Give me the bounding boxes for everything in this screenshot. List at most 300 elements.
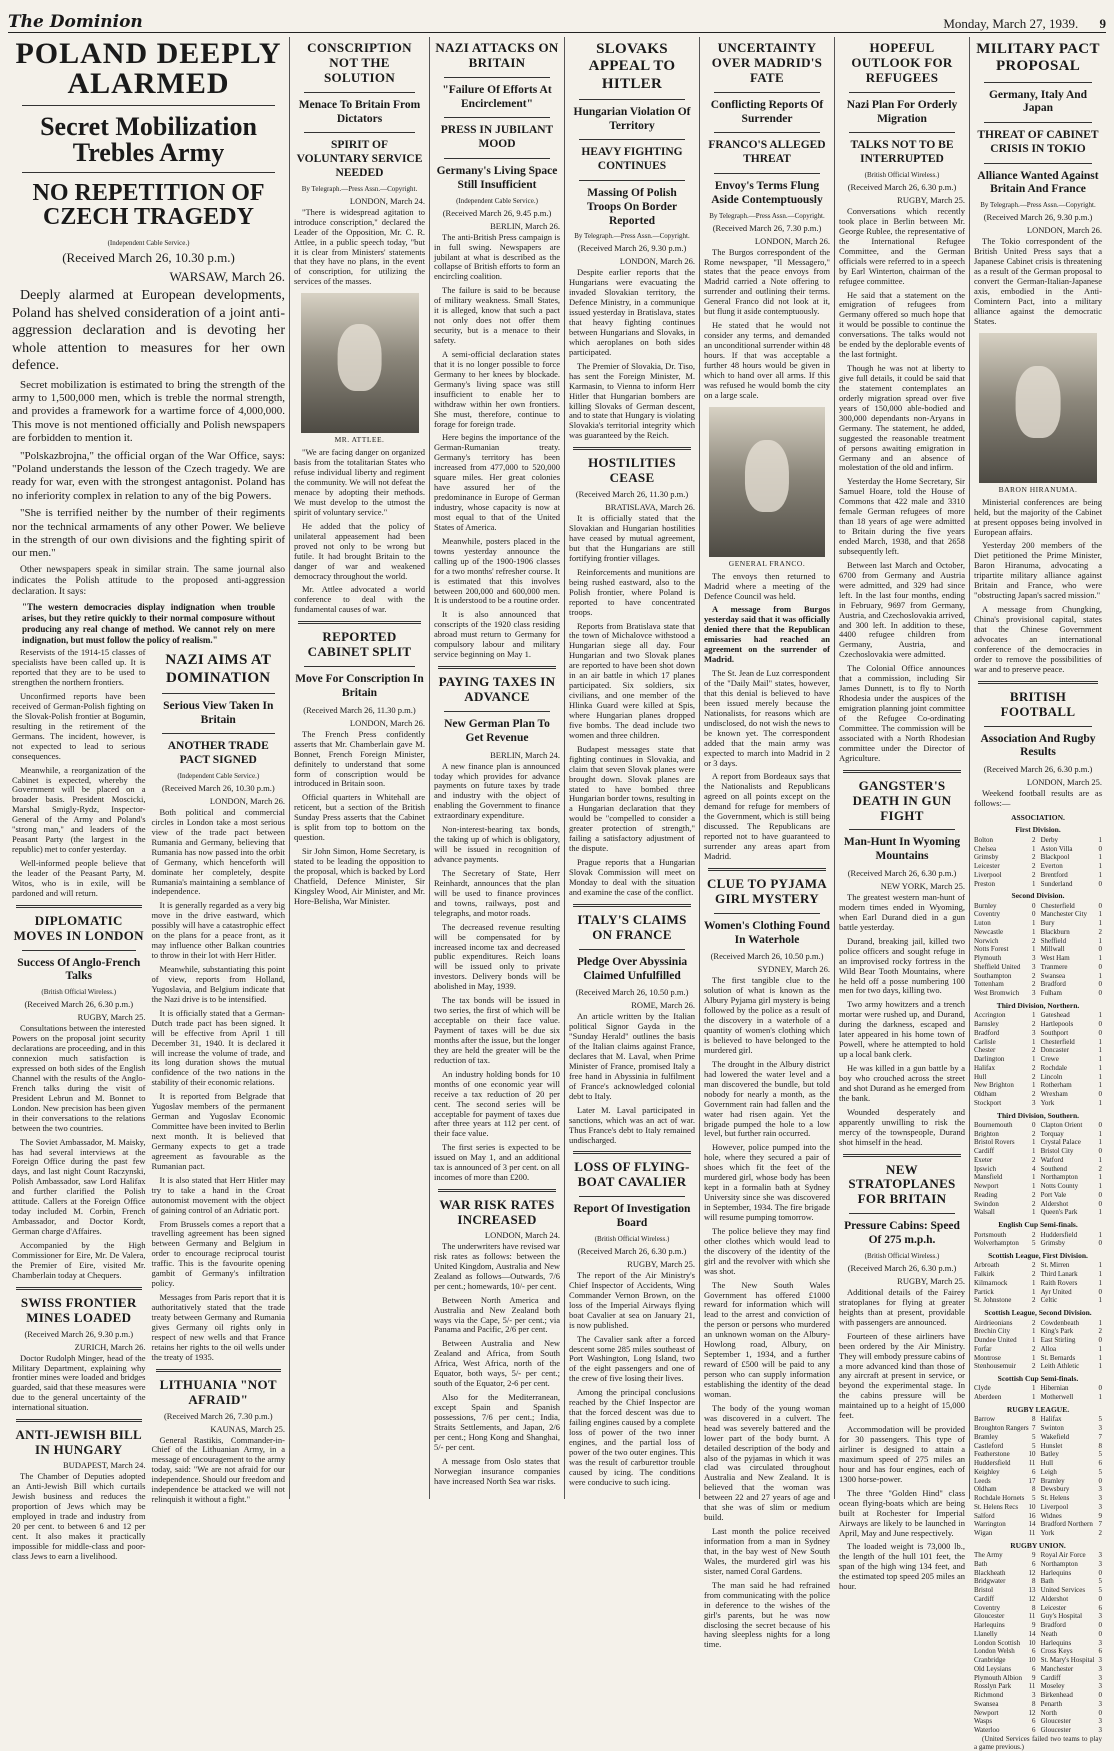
article-nazi-attacks bbox=[434, 41, 560, 660]
result-row bbox=[974, 880, 1102, 889]
away-result: Northampton bbox=[1040, 1559, 1078, 1568]
away-score: 1 bbox=[1098, 1296, 1102, 1305]
away-score: 1 bbox=[1098, 1072, 1102, 1081]
result-row bbox=[974, 1612, 1102, 1621]
away-score: 1 bbox=[1098, 1055, 1102, 1063]
away-result: Harlequins bbox=[1040, 1568, 1072, 1577]
paragraph: Conversations which recently took place in Berlin between Mr. George Rublee, the representative of the International Refugee Committee, and the German officials were referred to in a speech by Earl Winterton, chairman of the refugee committee. bbox=[839, 206, 965, 286]
result-row bbox=[974, 1560, 1102, 1569]
result-row bbox=[974, 1046, 1102, 1055]
away-score: 2 bbox=[1098, 1327, 1102, 1336]
received-line: (Received March 26, 6.30 p.m.) bbox=[847, 182, 957, 192]
division-title: Scottish Cup Semi-finals. bbox=[997, 1374, 1079, 1383]
home-score: 1 bbox=[1031, 1138, 1036, 1147]
away-score: 0 bbox=[1098, 1199, 1102, 1208]
home-result: St. Johnstone bbox=[974, 1296, 1012, 1305]
dateline: BRATISLAVA, March 26. bbox=[605, 502, 695, 513]
result-row bbox=[974, 1494, 1102, 1503]
subheadline: Alliance Wanted Against Britain And France bbox=[977, 169, 1099, 196]
away-result: York bbox=[1040, 1529, 1055, 1537]
away-score: 7 bbox=[1098, 1520, 1102, 1529]
result-row bbox=[974, 871, 1102, 880]
home-score: 16 bbox=[1028, 1511, 1036, 1520]
result-row bbox=[974, 1231, 1102, 1240]
away-result: West Ham bbox=[1040, 954, 1070, 963]
away-result: St. Mirren bbox=[1040, 1261, 1070, 1270]
away-score: 0 bbox=[1098, 1568, 1102, 1577]
home-result: Montrose bbox=[974, 1353, 1001, 1362]
credit: (British Official Wireless.) bbox=[41, 988, 117, 997]
result-row bbox=[974, 1156, 1102, 1165]
home-score: 9 bbox=[1031, 1621, 1036, 1630]
away-result: Brentford bbox=[1040, 870, 1068, 879]
paragraph: "We are facing danger on organized basis from the totalitarian States who refuse individual liberty and regiment the community. We will not defeat the menace by adopting their methods. We must develop to the utmost the spirit of voluntary service." bbox=[294, 447, 425, 517]
home-score: 6 bbox=[1031, 1664, 1036, 1673]
paragraph: A report from Bordeaux says that the Nationalists and Republicans agreed on all points except on the demand for refuge for members of the Government, which is still being discussed. The Republicans are reported not to have guaranteed to surrender any areas apart from Madrid. bbox=[704, 771, 830, 861]
paragraph: The tax bonds will be issued in two series, the first of which will be acceptable on their face value. Payment of taxes will be due six months after the issue, but the longer they are held the greater will be the reduction of tax. bbox=[434, 995, 560, 1065]
home-result: Featherstone bbox=[974, 1450, 1010, 1459]
dateline: LONDON, March 24. bbox=[484, 1229, 560, 1240]
dateline: KAUNAS, March 25. bbox=[210, 1423, 285, 1434]
result-row bbox=[974, 1029, 1102, 1038]
column-1 bbox=[8, 37, 290, 1561]
home-result: Sheffield United bbox=[974, 962, 1021, 971]
home-result: Falkirk bbox=[974, 1270, 995, 1279]
article-italy-claims bbox=[569, 913, 695, 1146]
result-row bbox=[974, 1182, 1102, 1191]
away-result: Leicester bbox=[1040, 1603, 1067, 1612]
home-score: 2 bbox=[1031, 1155, 1036, 1164]
result-row bbox=[974, 1639, 1102, 1648]
result-row bbox=[974, 928, 1102, 937]
away-result: Watford bbox=[1040, 1155, 1064, 1164]
section-label: ASSOCIATION. bbox=[1011, 813, 1065, 822]
away-result: Torquay bbox=[1040, 1129, 1064, 1138]
home-score: 1 bbox=[1031, 1353, 1036, 1362]
paragraph: He said that a statement on the emigration of refugees from Germany offered so much hope that it would be possible to continue the conversations. The talks would not be ended by the deplorable events of the last fortnight. bbox=[839, 289, 965, 360]
received-line: (Received March 26, 9.30 p.m.) bbox=[983, 212, 1093, 223]
away-result: Lincoln bbox=[1040, 1072, 1063, 1081]
home-score: 2 bbox=[1031, 862, 1036, 870]
paragraph: The French Press confidently asserts that Mr. Chamberlain gave M. Bonnet, French Foreign Minister, definitely to understand that some form of conscription would be introduced in Britain soon. bbox=[294, 728, 425, 789]
home-score: 2 bbox=[1031, 980, 1036, 989]
home-result: Llanelly bbox=[974, 1629, 998, 1638]
home-score: 8 bbox=[1031, 1603, 1036, 1612]
credit: (British Official Wireless.) bbox=[594, 1234, 670, 1243]
headline: BRITISH FOOTBALL bbox=[1000, 688, 1076, 719]
home-result: Wasps bbox=[974, 1717, 993, 1726]
paragraph: Between North America and Australia and New Zealand both ways via the Cape, 5/- per cent.; via Panama and Pacific, 2/6 per cent. bbox=[434, 1294, 560, 1335]
result-row bbox=[974, 1477, 1102, 1486]
dateline: BERLIN, March 24. bbox=[490, 749, 560, 760]
paragraph: Last month the police received information from a man in Sydney that, in the bay west of New South Wales, the murdered girl was his sister, named Coral Gardens. bbox=[704, 1526, 830, 1576]
home-result: Luton bbox=[974, 919, 991, 928]
away-score: 3 bbox=[1098, 1424, 1102, 1432]
away-score: 0 bbox=[1098, 1028, 1102, 1037]
away-score: 0 bbox=[1098, 1147, 1102, 1156]
home-score: 5 bbox=[1031, 1441, 1036, 1450]
column-2 bbox=[290, 37, 430, 1499]
paragraph: The first tangible clue to the solution of what is known as the Albury Pyjama girl mystery is being followed by the police as a result of the discovery in a waterhole of a quantity of women's clothing which is believed to have belonged to the murdered girl. bbox=[704, 975, 830, 1055]
away-score: 3 bbox=[1098, 1682, 1102, 1691]
home-score: 10 bbox=[1028, 1450, 1036, 1459]
home-score: 6 bbox=[1031, 1726, 1036, 1735]
home-result: Leicester bbox=[974, 862, 1000, 870]
section-label: RUGBY LEAGUE. bbox=[1006, 1404, 1070, 1414]
away-result: Raith Rovers bbox=[1040, 1278, 1078, 1287]
away-score: 1 bbox=[1098, 1393, 1102, 1402]
result-row bbox=[974, 836, 1102, 845]
home-result: Bridgwater bbox=[974, 1577, 1006, 1586]
paragraph: A message from Oslo states that Norwegian insurance companies have increased North Sea war risks. bbox=[434, 1455, 560, 1486]
away-score: 0 bbox=[1098, 1239, 1102, 1248]
away-score: 3 bbox=[1098, 1502, 1102, 1511]
away-result: Guy's Hospital bbox=[1040, 1612, 1083, 1621]
received-line: (Received March 26, 6.30 p.m.) bbox=[577, 1245, 687, 1256]
away-score: 1 bbox=[1098, 1129, 1102, 1138]
credit: By Telegraph.—Press Assn.—Copyright. bbox=[574, 232, 690, 241]
home-result: Broughton Rangers bbox=[974, 1424, 1029, 1432]
subheadline: Serious View Taken In Britain bbox=[163, 699, 274, 726]
received-line: (Received March 26, 11.30 p.m.) bbox=[303, 704, 416, 715]
away-score: 3 bbox=[1098, 1726, 1102, 1735]
away-score: 0 bbox=[1098, 901, 1102, 910]
away-score: 3 bbox=[1098, 1551, 1102, 1560]
away-result: Penarth bbox=[1040, 1699, 1062, 1708]
home-result: Aberdeen bbox=[974, 1393, 1002, 1402]
result-row bbox=[974, 1726, 1102, 1735]
away-score: 3 bbox=[1098, 1664, 1102, 1673]
home-score: 1 bbox=[1031, 927, 1036, 936]
home-result: Bath bbox=[974, 1559, 988, 1568]
paragraph: The Cavalier sank after a forced descent some 285 miles southeast of Port Washington, Long Island, two of the eight passengers and one of the crew of five losing their lives. bbox=[569, 1333, 695, 1384]
home-score: 3 bbox=[1031, 962, 1036, 971]
paragraph: Deeply alarmed at European developments, Poland has shelved consideration of a joint anti-aggression declaration and is devoting her whole attention to measures for her own defence. bbox=[12, 288, 285, 373]
home-score: 3 bbox=[1031, 989, 1036, 998]
paragraph: The Secretary of State, Herr Reinhardt, announces that the plan will be used to finance provinces and towns, railways, post and telegraphs, and motor roads. bbox=[434, 867, 560, 918]
away-score: 1 bbox=[1098, 862, 1102, 870]
paragraph: Both political and commercial circles in London take a most serious view of the trade pact between Rumania and Germany, believing that Rumania has now passed into the orbit of Germany, which henceforth will dominate her completely, despite Rumania's maintaining a semblance of independence. bbox=[151, 806, 285, 897]
home-score: 2 bbox=[1031, 936, 1036, 945]
away-result: Aldershot bbox=[1040, 1199, 1069, 1208]
home-result: Stockport bbox=[974, 1098, 1002, 1107]
away-result: Bath bbox=[1040, 1577, 1054, 1586]
paragraph: A semi-official declaration states that it is no longer possible to force Germany to her knees by blockade. Germany's living space was still insufficient to enable her to withdraw within her own frontiers. She must, therefore, continue to forage for foreign trade. bbox=[434, 348, 560, 429]
home-result: Salford bbox=[974, 1511, 995, 1520]
away-result: Sunderland bbox=[1040, 879, 1073, 888]
home-score: 11 bbox=[1028, 1682, 1036, 1691]
subheadline: SPIRIT OF VOLUNTARY SERVICE NEEDED bbox=[296, 139, 423, 179]
subheadline: TALKS NOT TO BE INTERRUPTED bbox=[850, 139, 954, 166]
photo-caption: MR. ATTLEE. bbox=[334, 435, 385, 445]
away-score: 3 bbox=[1098, 1485, 1102, 1494]
paragraph: A message from Chungking, China's provisional capital, states that the Chinese Government advocates an international conference of the democracies in order to remove the possibilities of war and to preserve peace. bbox=[974, 604, 1102, 674]
away-score: 1 bbox=[1098, 1318, 1102, 1327]
result-row bbox=[974, 1442, 1102, 1451]
result-row bbox=[974, 862, 1102, 871]
result-row bbox=[974, 1362, 1102, 1371]
paragraph: Also for the Mediterranean, except Spain and Spanish possessions, 7/6 per cent.; India, Straits Settlements, and Japan, 2/6 per cent.; Hong Kong and Shanghai, 5/- per cent. bbox=[434, 1392, 560, 1452]
home-score: 1 bbox=[1031, 1182, 1036, 1191]
paragraph: General Rastikis, Commander-in-Chief of the Lithuanian Army, in a message of encouragement to the army today, said: "We are not afraid for our independence. Should our freedom and independence be attacked we will not relinquish it without a fight." bbox=[151, 1434, 285, 1505]
away-result: Queen's Park bbox=[1040, 1208, 1078, 1217]
result-row bbox=[974, 1011, 1102, 1020]
home-score: 8 bbox=[1031, 1699, 1036, 1708]
home-score: 2 bbox=[1031, 1190, 1036, 1199]
home-score: 4 bbox=[1031, 1164, 1036, 1173]
column-4 bbox=[565, 37, 700, 1499]
away-score: 5 bbox=[1098, 1415, 1102, 1424]
credit: (British Official Wireless.) bbox=[864, 171, 940, 179]
headline: DIPLOMATIC MOVES IN LONDON bbox=[13, 912, 144, 943]
result-row bbox=[974, 1665, 1102, 1674]
home-result: Darlington bbox=[974, 1055, 1005, 1063]
paragraph: Additional details of the Fairey stratoplanes for flying at greater heights than at present, providable with passengers are announced. bbox=[839, 1286, 965, 1327]
away-score: 9 bbox=[1098, 1511, 1102, 1520]
home-score: 8 bbox=[1031, 1577, 1036, 1586]
away-result: Bradford Northern bbox=[1040, 1520, 1093, 1529]
headline: NEW STRATOPLANES FOR BRITAIN bbox=[848, 1161, 956, 1207]
home-score: 2 bbox=[1031, 1261, 1036, 1270]
away-result: Leith Athletic bbox=[1040, 1362, 1080, 1371]
paragraph: "There is widespread agitation to introduce conscription," declared the Leader of the Opposition, Mr. C. R. Attlee, in a public speech today, "but it is clear from Ministers' statements that they have no plans, in the event of conscription, for utilizing the services of the masses. bbox=[294, 206, 425, 287]
away-result: Aston Villa bbox=[1040, 844, 1073, 853]
paragraph: Later M. Laval participated in sanctions, which was an act of war. Thus France's debt to Italy remained undischarged. bbox=[569, 1104, 695, 1145]
division-title: Second Division. bbox=[1011, 891, 1065, 901]
headline: WAR RISK RATES INCREASED bbox=[439, 1197, 555, 1227]
home-score: 10 bbox=[1028, 1502, 1036, 1511]
home-result: The Army bbox=[974, 1551, 1003, 1560]
result-row bbox=[974, 1709, 1102, 1718]
paragraph: "Polskazbrojna," the official organ of the War Office, says: "Poland understands the lesson of the Czech tragedy. We are ready for war, even with the strongest antagonist. Poland has no inferiority complex in relation to any of the big Powers. bbox=[12, 449, 285, 502]
away-result: Hunslet bbox=[1040, 1441, 1063, 1450]
paragraph: Accommodation will be provided for 30 passengers. This type of airliner is designed to attain a maximum speed of 275 miles an hour and has four engines, each of 1300 horse-power. bbox=[839, 1424, 965, 1484]
home-result: Bristol Rovers bbox=[974, 1138, 1015, 1147]
paragraph: Non-interest-bearing tax bonds, the taking up of which is obligatory, will be issued in recognition of advance payments. bbox=[434, 824, 560, 864]
result-row bbox=[974, 1261, 1102, 1270]
headline: NAZI AIMS AT DOMINATION bbox=[165, 652, 272, 686]
away-result: Batley bbox=[1040, 1450, 1059, 1459]
away-result: Cardiff bbox=[1040, 1673, 1061, 1682]
result-row bbox=[974, 1327, 1102, 1336]
away-result: Wakefield bbox=[1040, 1432, 1070, 1441]
away-score: 6 bbox=[1098, 1647, 1102, 1656]
home-result: Warrington bbox=[974, 1520, 1006, 1529]
paragraph: Reservists of the 1914-15 classes of specialists have been called up. It is reported that they are to be used to strengthen the northern frontiers. bbox=[12, 647, 146, 688]
article-lithuania bbox=[152, 1378, 286, 1505]
away-result: St. Bernards bbox=[1040, 1353, 1076, 1362]
result-row bbox=[974, 937, 1102, 946]
away-result: Celtic bbox=[1040, 1296, 1058, 1305]
subheadline: Report Of Investigation Board bbox=[573, 1203, 691, 1230]
home-score: 2 bbox=[1031, 1344, 1036, 1353]
paragraph: It is also announced that conscripts of the 1920 class residing abroad must return to Germany for compulsory labour and military service beginning on May 1. bbox=[434, 609, 560, 660]
article-flying-boat bbox=[569, 1160, 695, 1487]
article-gangster bbox=[839, 779, 965, 1148]
away-score: 0 bbox=[1098, 1384, 1102, 1393]
away-result: East Stirling bbox=[1040, 1336, 1076, 1344]
result-row bbox=[974, 902, 1102, 911]
home-score: 1 bbox=[1031, 1147, 1036, 1156]
footnote: (United Services failed two teams to play a game previous.) bbox=[974, 1734, 1102, 1751]
subheadline: ANOTHER TRADE PACT SIGNED bbox=[167, 740, 269, 767]
credit: (British Official Wireless.) bbox=[864, 1251, 940, 1260]
paragraph: The St. Jean de Luz correspondent of the "Daily Mail" states, however, that this denial is believed to have been issued merely because the Nationalists, for reasons which are undisclosed, do not wish the news to be known yet. The correspondent added that the main army was expected to march into Madrid in 2 or 3 days. bbox=[704, 668, 830, 768]
home-result: Swindon bbox=[974, 1199, 999, 1208]
result-row bbox=[974, 919, 1102, 928]
away-score: 0 bbox=[1098, 1287, 1102, 1296]
away-result: Rotherham bbox=[1040, 1081, 1072, 1090]
article-nazi-domination bbox=[152, 652, 286, 1362]
paragraph: The Premier of Slovakia, Dr. Tiso, has sent the Foreign Minister, M. Karmasin, to Vienna to inform Herr Hitler that Hungarian bombers are killing Slovaks of German descent, and to state that Hungary is violating Slovakia's territorial integrity which was guaranteed by the Reich. bbox=[569, 360, 695, 441]
home-result: Cardiff bbox=[974, 1594, 995, 1603]
home-result: Kilmarnock bbox=[974, 1278, 1008, 1287]
dateline: BUDAPEST, March 24. bbox=[63, 1460, 146, 1471]
result-row bbox=[974, 1081, 1102, 1090]
away-score: 5 bbox=[1098, 1467, 1102, 1476]
home-result: Southampton bbox=[974, 971, 1012, 980]
home-score: 2 bbox=[1031, 1199, 1036, 1208]
result-row bbox=[974, 1529, 1102, 1538]
result-row bbox=[974, 1319, 1102, 1328]
article-madrid bbox=[704, 41, 830, 862]
result-row bbox=[974, 945, 1102, 954]
subheadline-czech: NO REPETITION OF CZECH TRAGEDY bbox=[32, 180, 265, 230]
away-result: Hull bbox=[1040, 1459, 1054, 1467]
home-score: 7 bbox=[1031, 1424, 1036, 1432]
paragraph: The decreased revenue resulting will be compensated for by increased income tax and decreased public expenditures. Reich loans will be issued only to private investors. Delivery bonds will be abolished in May, 1939. bbox=[434, 921, 560, 992]
home-result: Carlisle bbox=[974, 1037, 996, 1046]
article-refugees bbox=[839, 41, 965, 764]
article-pyjama-girl bbox=[704, 877, 830, 1650]
away-score: 3 bbox=[1098, 1656, 1102, 1665]
paragraph: The anti-British Press campaign is in full swing. Newspapers are jubilant at what is described as the collapse of British efforts to form an encircling coalition. bbox=[434, 231, 560, 282]
paragraph: It is reported from Belgrade that Yugoslav members of the permanent German and Yugoslav Economic Committee have been invited to Berlin next month. It is believed that Germany expects to get a trade agreement as favourable as the Rumanian pact. bbox=[151, 1091, 285, 1171]
result-row bbox=[974, 1345, 1102, 1354]
subheadline: Germany's Living Space Still Insufficient bbox=[436, 165, 558, 191]
result-row bbox=[974, 1604, 1102, 1613]
away-result: Fulham bbox=[1040, 989, 1062, 998]
received-line: (Received March 26, 7.30 p.m.) bbox=[712, 222, 822, 233]
away-score: 1 bbox=[1098, 910, 1102, 919]
rugby-league-list bbox=[974, 1415, 1102, 1538]
paragraph: Doctor Rudolph Minger, head of the Military Department, explaining why frontier mines were loaded and bridges guarded, said that these measures were due to the general uncertainty of the international situation. bbox=[12, 1352, 146, 1413]
home-score: 6 bbox=[1031, 1559, 1036, 1568]
received-line: (Received March 26, 6.30 p.m.) bbox=[847, 1262, 957, 1273]
home-result: Portsmouth bbox=[974, 1230, 1007, 1239]
subheadline: Success Of Anglo-French Talks bbox=[17, 956, 141, 983]
home-result: Liverpool bbox=[974, 870, 1002, 879]
column-1b bbox=[152, 648, 286, 1565]
home-result: Cranbridge bbox=[974, 1656, 1006, 1665]
result-row bbox=[974, 1485, 1102, 1494]
result-row bbox=[974, 1674, 1102, 1683]
home-result: Partick bbox=[974, 1287, 994, 1296]
away-result: Derby bbox=[1040, 835, 1059, 844]
paragraph: The first series is expected to be issued on May 1, and an additional tax is announced of 3 per cent. on all incomes of more than £200. bbox=[434, 1142, 560, 1183]
away-result: Southend bbox=[1040, 1164, 1068, 1173]
away-result: Swansea bbox=[1040, 971, 1066, 980]
away-score: 6 bbox=[1098, 1603, 1102, 1612]
away-result: Tranmere bbox=[1040, 962, 1068, 971]
result-row bbox=[974, 1691, 1102, 1700]
result-row bbox=[974, 1064, 1102, 1073]
paragraph: Well-informed people believe that the leader of the Peasant Party, M. Witos, who is in exile, will be pardoned and will return. bbox=[12, 858, 146, 898]
paragraph: He stated that he would not consider any terms, and demanded an unconditional surrender within 48 hours. If that was acceptable a further 48 hours would be given in which to hand over all arms. If this was refused he would bomb the city on a large scale. bbox=[704, 320, 830, 400]
paragraph: The envoys then returned to Madrid where a meeting of the Defence Council was held. bbox=[704, 570, 830, 601]
away-result: Wrexham bbox=[1040, 1090, 1068, 1098]
result-row bbox=[974, 954, 1102, 963]
away-result: Rochdale bbox=[1040, 1063, 1067, 1072]
home-result: Coventry bbox=[974, 910, 1001, 919]
result-row bbox=[974, 1073, 1102, 1082]
result-row bbox=[974, 1577, 1102, 1586]
masthead bbox=[8, 6, 1106, 33]
away-score: 2 bbox=[1098, 1529, 1102, 1537]
away-result: Bradford bbox=[1040, 1621, 1066, 1630]
section-label: RUGBY UNION. bbox=[1010, 1540, 1066, 1550]
home-score: 5 bbox=[1031, 1494, 1036, 1502]
result-row bbox=[974, 1121, 1102, 1130]
home-score: 9 bbox=[1031, 1673, 1036, 1682]
result-row bbox=[974, 1279, 1102, 1288]
home-result: Preston bbox=[974, 879, 995, 888]
away-score: 1 bbox=[1098, 1344, 1102, 1353]
away-score: 0 bbox=[1098, 962, 1102, 971]
home-result: Newport bbox=[974, 1182, 999, 1191]
paragraph: Yesterday the Home Secretary, Sir Samuel Hoare, told the House of Commons that 422 male and 3310 female German refugees of more than 18 years of age were admitted to Britain during the five years ended March, 1938, and that 2658 subsequently left. bbox=[839, 476, 965, 556]
headline: LOSS OF FLYING-BOAT CAVALIER bbox=[574, 1159, 690, 1190]
result-row bbox=[974, 1415, 1102, 1424]
home-result: Gloucester bbox=[974, 1612, 1005, 1621]
away-score: 1 bbox=[1098, 853, 1102, 862]
home-score: 0 bbox=[1031, 910, 1036, 919]
paragraph: It is officially stated that a German-Dutch trade pact has been signed. It will be effective from April 1 till December 31, 1940. It is declared it will increase the volume of trade, and its long duration shows the mutual confidence of the two nations in the stability of their economic relations. bbox=[151, 1007, 285, 1088]
home-result: Huddersfield bbox=[974, 1459, 1011, 1467]
home-result: Notts Forest bbox=[974, 945, 1009, 954]
away-score: 0 bbox=[1098, 1090, 1102, 1098]
result-row bbox=[974, 1147, 1102, 1156]
paragraph: The drought in the Albury district had lowered the water level and a man discovered the bundle, but told nobody for nearly a month, as the Government rain had fallen and the water had risen again. Yet the brigade pumped the hole to a low level, but further rain occurred. bbox=[704, 1058, 830, 1139]
result-row bbox=[974, 1595, 1102, 1604]
dateline: WARSAW, March 26. bbox=[169, 269, 285, 284]
result-row bbox=[974, 910, 1102, 919]
away-result: Aldershot bbox=[1040, 1594, 1069, 1603]
home-result: Rochdale Hornets bbox=[974, 1494, 1025, 1502]
away-result: Bramley bbox=[1040, 1476, 1065, 1485]
subheadline: PRESS IN JUBILANT MOOD bbox=[440, 124, 554, 151]
portrait-photo bbox=[709, 407, 825, 557]
result-row bbox=[974, 1512, 1102, 1521]
away-score: 0 bbox=[1098, 1190, 1102, 1199]
paragraph: Though he was not at liberty to give full details, it could be said that the statement contemplates an orderly migration spread over five years of 150,000 able-bodied and 300,000 dependants non-Aryans in Germany. The statement, he added, suggested the reasonable treatment of persons awaiting emigration in Germany and an absence of molestation of the old and infirm. bbox=[839, 363, 965, 473]
dateline: ROME, March 26. bbox=[631, 1000, 695, 1011]
away-result: Crewe bbox=[1040, 1055, 1059, 1063]
home-score: 6 bbox=[1031, 1717, 1036, 1726]
dateline: RUGBY, March 25. bbox=[897, 195, 965, 205]
away-score: 3 bbox=[1098, 1673, 1102, 1682]
away-result: Millwall bbox=[1040, 945, 1065, 954]
paragraph: Between last March and October, 6700 from Germany and Austria were admitted, and 329 had since left. In the last four months, ending in February, 9697 from Germany, Austria, and Czechoslovakia arrived, and 300 left. In addition to these, 4400 refugee children from Germany, Austria, and Czechoslovakia were admitted. bbox=[839, 559, 965, 660]
home-score: 1 bbox=[1031, 919, 1036, 928]
home-score: 1 bbox=[1031, 1327, 1036, 1336]
paragraph: Secret mobilization is estimated to bring the strength of the army to 1,500,000 men, which is treble the normal strength, and provides a framework for a wartime force of 4,000,000. This move is not mentioned officially and Polish newspapers are forbidden to mention it. bbox=[12, 378, 285, 445]
result-row bbox=[974, 1569, 1102, 1578]
portrait-photo bbox=[979, 333, 1097, 483]
headline: PAYING TAXES IN ADVANCE bbox=[438, 674, 556, 705]
subheadline: Pressure Cabins: Speed Of 275 m.p.h. bbox=[844, 1220, 960, 1247]
paragraph: The Tokio correspondent of the British United Press says that a Japanese Cabinet crisis is threatening as a result of the German proposal to convert the German-Italian-Japanese axis, embodied in the Anti-Comintern Pact, into a military alliance against the democratic States. bbox=[974, 236, 1102, 326]
